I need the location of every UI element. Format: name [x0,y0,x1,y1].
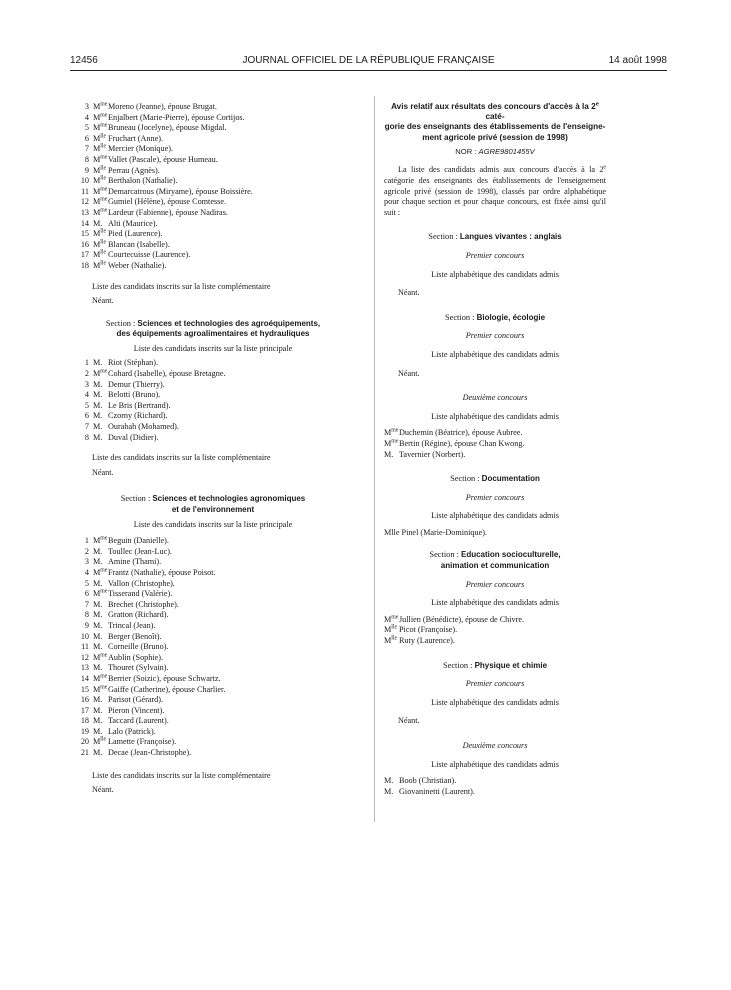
civility: $M^{lle}$ [384,624,398,635]
civility: $M^{me}$ [93,651,108,662]
list-item [78,155,348,166]
civility: $M^{lle}$ [93,133,107,143]
list-item [78,113,348,124]
issue-date: 14 août 1998 [608,55,667,66]
candidate-name: Lardeur (Fabienne), épouse Nadiras. [108,207,228,217]
rank-number: 17 [80,250,89,260]
candidate-name: Trincal (Jean). [108,620,156,630]
neant-text: Néant. [92,296,114,306]
candidate-name: Duval (Didier). [108,432,159,442]
civility: $M^{me}$ [93,368,108,379]
rank-number: 1 [84,536,89,546]
principal-list-label: Liste des candidats inscrits sur la liste principale [133,343,293,353]
list-item [384,428,606,439]
list-item [78,716,348,727]
rank-number: 20 [80,737,89,747]
list-item [78,600,348,611]
section-title-line1: Sciences et technologies des agroéquipements, [137,318,321,328]
section-heading-physique: Section : Physique et chimie [442,660,548,670]
rank-number: 8 [84,432,89,442]
section-label: Section : [120,494,151,504]
section-heading-anglais: Section : Langues vivantes : anglais [428,232,562,242]
premier-concours-label: Premier concours [465,679,525,689]
list-item [78,748,348,759]
section-heading-documentation: Section : Documentation [450,474,540,484]
notice-title: Avis relatif aux résultats des concours d'accès à la 2e caté- gorie des enseignants des établissements de l'enseigne- ment agricole privé (session de 1998) [384,101,606,142]
candidate-name: Gumiel (Hélène), épouse Comtesse. [108,197,227,207]
rank-number: 16 [80,239,89,249]
list-item [78,369,348,380]
candidate-name: Thouret (Sylvain). [108,663,169,673]
nor-reference: NOR : AGRE9801455V [455,146,535,156]
complementary-list-label: Liste des candidats inscrits sur la liste complémentaire [92,453,271,463]
list-item [78,250,348,261]
section-title-line1: Sciences et technologies agronomiques [152,494,306,504]
candidate-name: Courtecuisse (Laurence). [108,250,191,260]
admis-list-label: Liste alphabétique des candidats admis [431,349,559,359]
civility: M. [93,695,103,705]
civility: $M^{me}$ [93,186,108,196]
admis-list-physique [384,776,606,797]
list-item [78,685,348,696]
civility: $M^{me}$ [93,207,108,217]
page-number: 12456 [70,55,98,66]
candidate-name: Enjalbert (Marie-Pierre), épouse Cortijos. [108,112,245,122]
candidate-list-continued [78,102,348,272]
civility: $M^{lle}$ [93,736,107,747]
candidate-name: Vallon (Christophe). [108,578,175,588]
candidate-name: Corneille (Bruno). [108,642,169,652]
candidate-name: Decae (Jean-Christophe). [108,748,192,758]
list-item [78,632,348,643]
notice-intro: La liste des candidats admis aux concours d'accès à la 2e catégorie des enseignants des établissements de l'enseignement agricole privé (session de 1998), classés par ordre alphabétique pour chaque section et pour chaque concours, est fixée ainsi qu'il suit : [384,164,606,217]
candidate-name: Alti (Maurice). [108,218,158,228]
rank-number: 3 [84,557,89,567]
candidate-name: Le Bris (Bertrand). [108,400,171,410]
candidate-name: Blancan (Isabelle). [108,239,170,249]
candidate-name: Czorny (Richard). [108,411,168,421]
list-item [78,547,348,558]
candidate-name: Boob (Christian). [399,776,457,786]
civility: M. [93,546,103,556]
list-item [384,776,606,787]
list-item [78,401,348,412]
candidate-name: Berger (Benoît). [108,631,162,641]
header-rule [70,70,667,71]
civility: $M^{me}$ [93,588,108,599]
candidate-name: Pieron (Vincent). [108,705,165,715]
list-item [78,187,348,198]
rank-number: 6 [84,133,89,143]
candidate-name: Gratton (Richard). [108,610,169,620]
rank-number: 3 [84,102,89,111]
list-item [78,261,348,272]
list-item [78,695,348,706]
civility: M. [93,642,103,652]
rank-number: 7 [84,599,89,609]
candidate-name: Taccard (Laurent). [108,716,169,726]
list-item [78,134,348,145]
civility: M. [93,716,103,726]
civility: $M^{me}$ [93,101,108,111]
civility: M. [93,218,103,228]
candidate-name: Toullec (Jean-Luc). [108,546,172,556]
candidate-name: Vallet (Pascale), épouse Humeau. [108,154,218,164]
list-item [78,610,348,621]
list-item [78,653,348,664]
admis-list-label: Liste alphabétique des candidats admis [431,511,559,521]
candidate-name: Weber (Nathalie). [108,260,167,270]
rank-number: 13 [80,663,89,673]
rank-number: 10 [80,176,89,186]
civility: M. [93,610,103,620]
list-item [78,589,348,600]
neant-text: Néant. [92,467,114,477]
rank-number: 14 [80,673,89,683]
civility: $M^{me}$ [93,111,108,122]
rank-number: 1 [84,358,89,368]
admis-list-label: Liste alphabétique des candidats admis [431,269,559,279]
candidate-name: Riot (Stéphan). [108,358,159,368]
candidate-name: Belotti (Bruno). [108,390,161,400]
list-item [78,166,348,177]
list-item [78,102,348,113]
list-item [384,450,606,461]
civility: $M^{lle}$ [93,249,107,260]
admis-list-label: Liste alphabétique des candidats admis [431,598,559,608]
civility: M. [93,422,103,432]
civility: M. [93,631,103,641]
candidate-name: Berthalon (Nathalie). [108,176,178,186]
section-title-line2: des équipements agroalimentaires et hydrauliques [116,329,310,339]
civility: $M^{lle}$ [93,175,107,186]
rank-number: 5 [84,578,89,588]
candidate-list-agronomiques [78,536,348,758]
rank-number: 9 [84,620,89,630]
complementary-list-label: Liste des candidats inscrits sur la liste complémentaire [92,281,271,291]
candidate-name: Aublin (Sophie). [108,652,164,662]
list-item [384,787,606,798]
list-item [78,422,348,433]
civility: M. [93,379,103,389]
complementary-list-label: Liste des candidats inscrits sur la liste complémentaire [92,770,271,780]
candidate-name: Mercier (Monique). [108,144,174,154]
list-item [78,123,348,134]
candidate-name: Tisserand (Valérie). [108,589,173,599]
candidate-name: Demur (Thierry). [108,379,165,389]
list-item [78,727,348,738]
rank-number: 15 [80,684,89,694]
rank-number: 15 [80,229,89,239]
civility: M. [384,776,394,786]
rank-number: 13 [80,207,89,217]
list-item [78,176,348,187]
rank-number: 3 [84,379,89,389]
rank-number: 5 [84,123,89,133]
civility: M. [93,390,103,400]
civility: $M^{lle}$ [93,164,107,175]
list-item [384,615,606,626]
rank-number: 6 [84,589,89,599]
rank-number: 16 [80,695,89,705]
candidate-name: Pied (Laurence). [108,229,163,239]
candidate-name: Perrau (Agnès). [108,165,160,175]
civility: M. [93,400,103,410]
rank-number: 9 [84,165,89,175]
candidate-name: Giovaninetti (Laurent). [399,786,475,796]
journal-title: JOURNAL OFFICIEL DE LA RÉPUBLIQUE FRANÇAISE [242,55,495,66]
candidate-name: Demarcatrous (Miryame), épouse Boissière. [108,186,253,196]
list-item [78,737,348,748]
civility: $M^{lle}$ [384,635,398,646]
list-item [384,636,606,647]
civility: M. [93,432,103,442]
neant-text: Néant. [398,368,420,378]
admis-list-label: Liste alphabétique des candidats admis [431,759,559,769]
column-divider [374,96,375,822]
rank-number: 7 [84,422,89,432]
civility: M. [93,557,103,567]
premier-concours-label: Premier concours [465,331,525,341]
section-heading-agroequipements [78,319,348,340]
rank-number: 5 [84,400,89,410]
rank-number: 18 [80,716,89,726]
rank-number: 11 [81,186,89,196]
candidate-name: Picot (Françoise). [399,625,458,635]
civility: $M^{me}$ [93,567,108,577]
candidate-name: Moreno (Jeanne), épouse Brugat. [108,102,217,111]
rank-number: 4 [84,567,89,577]
premier-concours-label: Premier concours [465,250,525,260]
rank-number: 6 [84,411,89,421]
civility: $M^{me}$ [93,535,108,546]
admis-list-label: Liste alphabétique des candidats admis [431,697,559,707]
list-item [78,411,348,422]
rank-number: 11 [81,642,89,652]
list-item [78,433,348,444]
list-item [78,197,348,208]
list-item: Mlle Pinel (Marie-Dominique). [384,527,488,537]
rank-number: 4 [84,390,89,400]
civility: M. [93,620,103,630]
premier-concours-label: Premier concours [465,579,525,589]
rank-number: 7 [84,144,89,154]
civility: $M^{lle}$ [93,143,107,154]
civility: M. [93,358,103,368]
list-item [78,219,348,230]
rank-number: 8 [84,154,89,164]
list-item [78,674,348,685]
admis-list-biologie [384,428,606,460]
candidate-name: Duchemin (Béatrice), épouse Aubree. [399,428,523,438]
civility: M. [93,726,103,736]
rank-number: 8 [84,610,89,620]
candidate-name: Lamette (Françoise). [108,737,177,747]
candidate-name: Ourabah (Mohamed). [108,422,179,432]
candidate-name: Frantz (Nathalie), épouse Poisot. [108,567,216,577]
deuxieme-concours-label: Deuxième concours [462,741,528,750]
civility: $M^{me}$ [93,673,108,683]
rank-number: 4 [84,112,89,122]
candidate-name: Jullien (Bénédicte), épouse de Chivre. [399,614,525,624]
candidate-name: Parisot (Gérard). [108,695,164,705]
section-title-line2: et de l'environnement [171,505,255,514]
candidate-name: Fruchart (Anne). [108,133,164,143]
list-item [78,663,348,674]
list-item [384,439,606,450]
civility: $M^{lle}$ [93,238,107,249]
civility: M. [93,748,103,758]
candidate-name: Amine (Thami). [108,557,162,567]
civility: M. [93,411,103,421]
rank-number: 12 [80,197,89,207]
rank-number: 2 [84,546,89,556]
left-column [78,102,348,796]
neant-text: Néant. [398,288,420,298]
page-header [70,55,667,69]
candidate-name: Ruty (Laurence). [399,636,455,646]
list-item [78,229,348,240]
civility: M. [93,705,103,715]
rank-number: 21 [80,748,89,758]
list-item [78,358,348,369]
list-item [78,706,348,717]
civility: M. [384,449,394,459]
section-heading-biologie: Section : Biologie, écologie [444,312,546,322]
civility: M. [384,786,394,796]
premier-concours-label: Premier concours [465,492,525,502]
neant-text: Néant. [92,785,114,795]
list-item [78,390,348,401]
section-heading-agronomiques [78,494,348,515]
candidate-name: Berrier (Soizic), épouse Schwartz. [108,673,221,683]
civility: $M^{me}$ [93,154,108,164]
rank-number: 19 [80,726,89,736]
list-item [78,380,348,391]
admis-list-label: Liste alphabétique des candidats admis [431,411,559,421]
civility: $M^{me}$ [93,683,108,694]
candidate-name: Brechet (Christophe). [108,599,179,609]
candidate-name: Bertin (Régine), épouse Chan Kwong. [399,438,525,448]
candidate-name: Cohard (Isabelle), épouse Bretagne. [108,369,226,379]
civility: $M^{me}$ [93,122,108,133]
candidate-name: Gaiffe (Catherine), épouse Charlier. [108,684,226,694]
rank-number: 17 [80,705,89,715]
section-heading-education: Section : Education socioculturelle, animation et communication [429,550,561,571]
candidate-name: Bruneau (Jocelyne), épouse Migdal. [108,123,227,133]
candidate-name: Tavernier (Norbert). [399,449,466,459]
list-item [78,536,348,547]
civility: $M^{me}$ [93,196,108,207]
right-column [384,102,606,797]
rank-number: 12 [80,652,89,662]
list-item [78,642,348,653]
list-item [78,579,348,590]
civility: M. [93,599,103,609]
civility: $M^{me}$ [384,614,399,624]
rank-number: 18 [80,260,89,270]
deuxieme-concours-label: Deuxième concours [462,393,528,403]
list-item [78,621,348,632]
candidate-name: Beguin (Danielle). [108,536,169,546]
section-label: Section : [105,318,136,328]
list-item [78,208,348,219]
rank-number: 2 [84,369,89,379]
civility: $M^{lle}$ [93,228,107,239]
candidate-name: Lalo (Patrick). [108,726,156,736]
list-item [78,240,348,251]
list-item [78,144,348,155]
civility: M. [93,663,103,673]
list-item [78,557,348,568]
neant-text: Néant. [398,716,420,726]
list-item [384,625,606,636]
civility: $M^{me}$ [384,438,399,448]
admis-list-education [384,615,606,647]
civility: $M^{me}$ [384,427,399,438]
list-item [78,568,348,579]
principal-list-label: Liste des candidats inscrits sur la liste principale [133,519,293,529]
rank-number: 14 [80,218,89,228]
civility: $M^{lle}$ [93,260,107,270]
rank-number: 10 [80,631,89,641]
civility: M. [93,578,103,588]
candidate-list-agroequipements [78,358,348,443]
